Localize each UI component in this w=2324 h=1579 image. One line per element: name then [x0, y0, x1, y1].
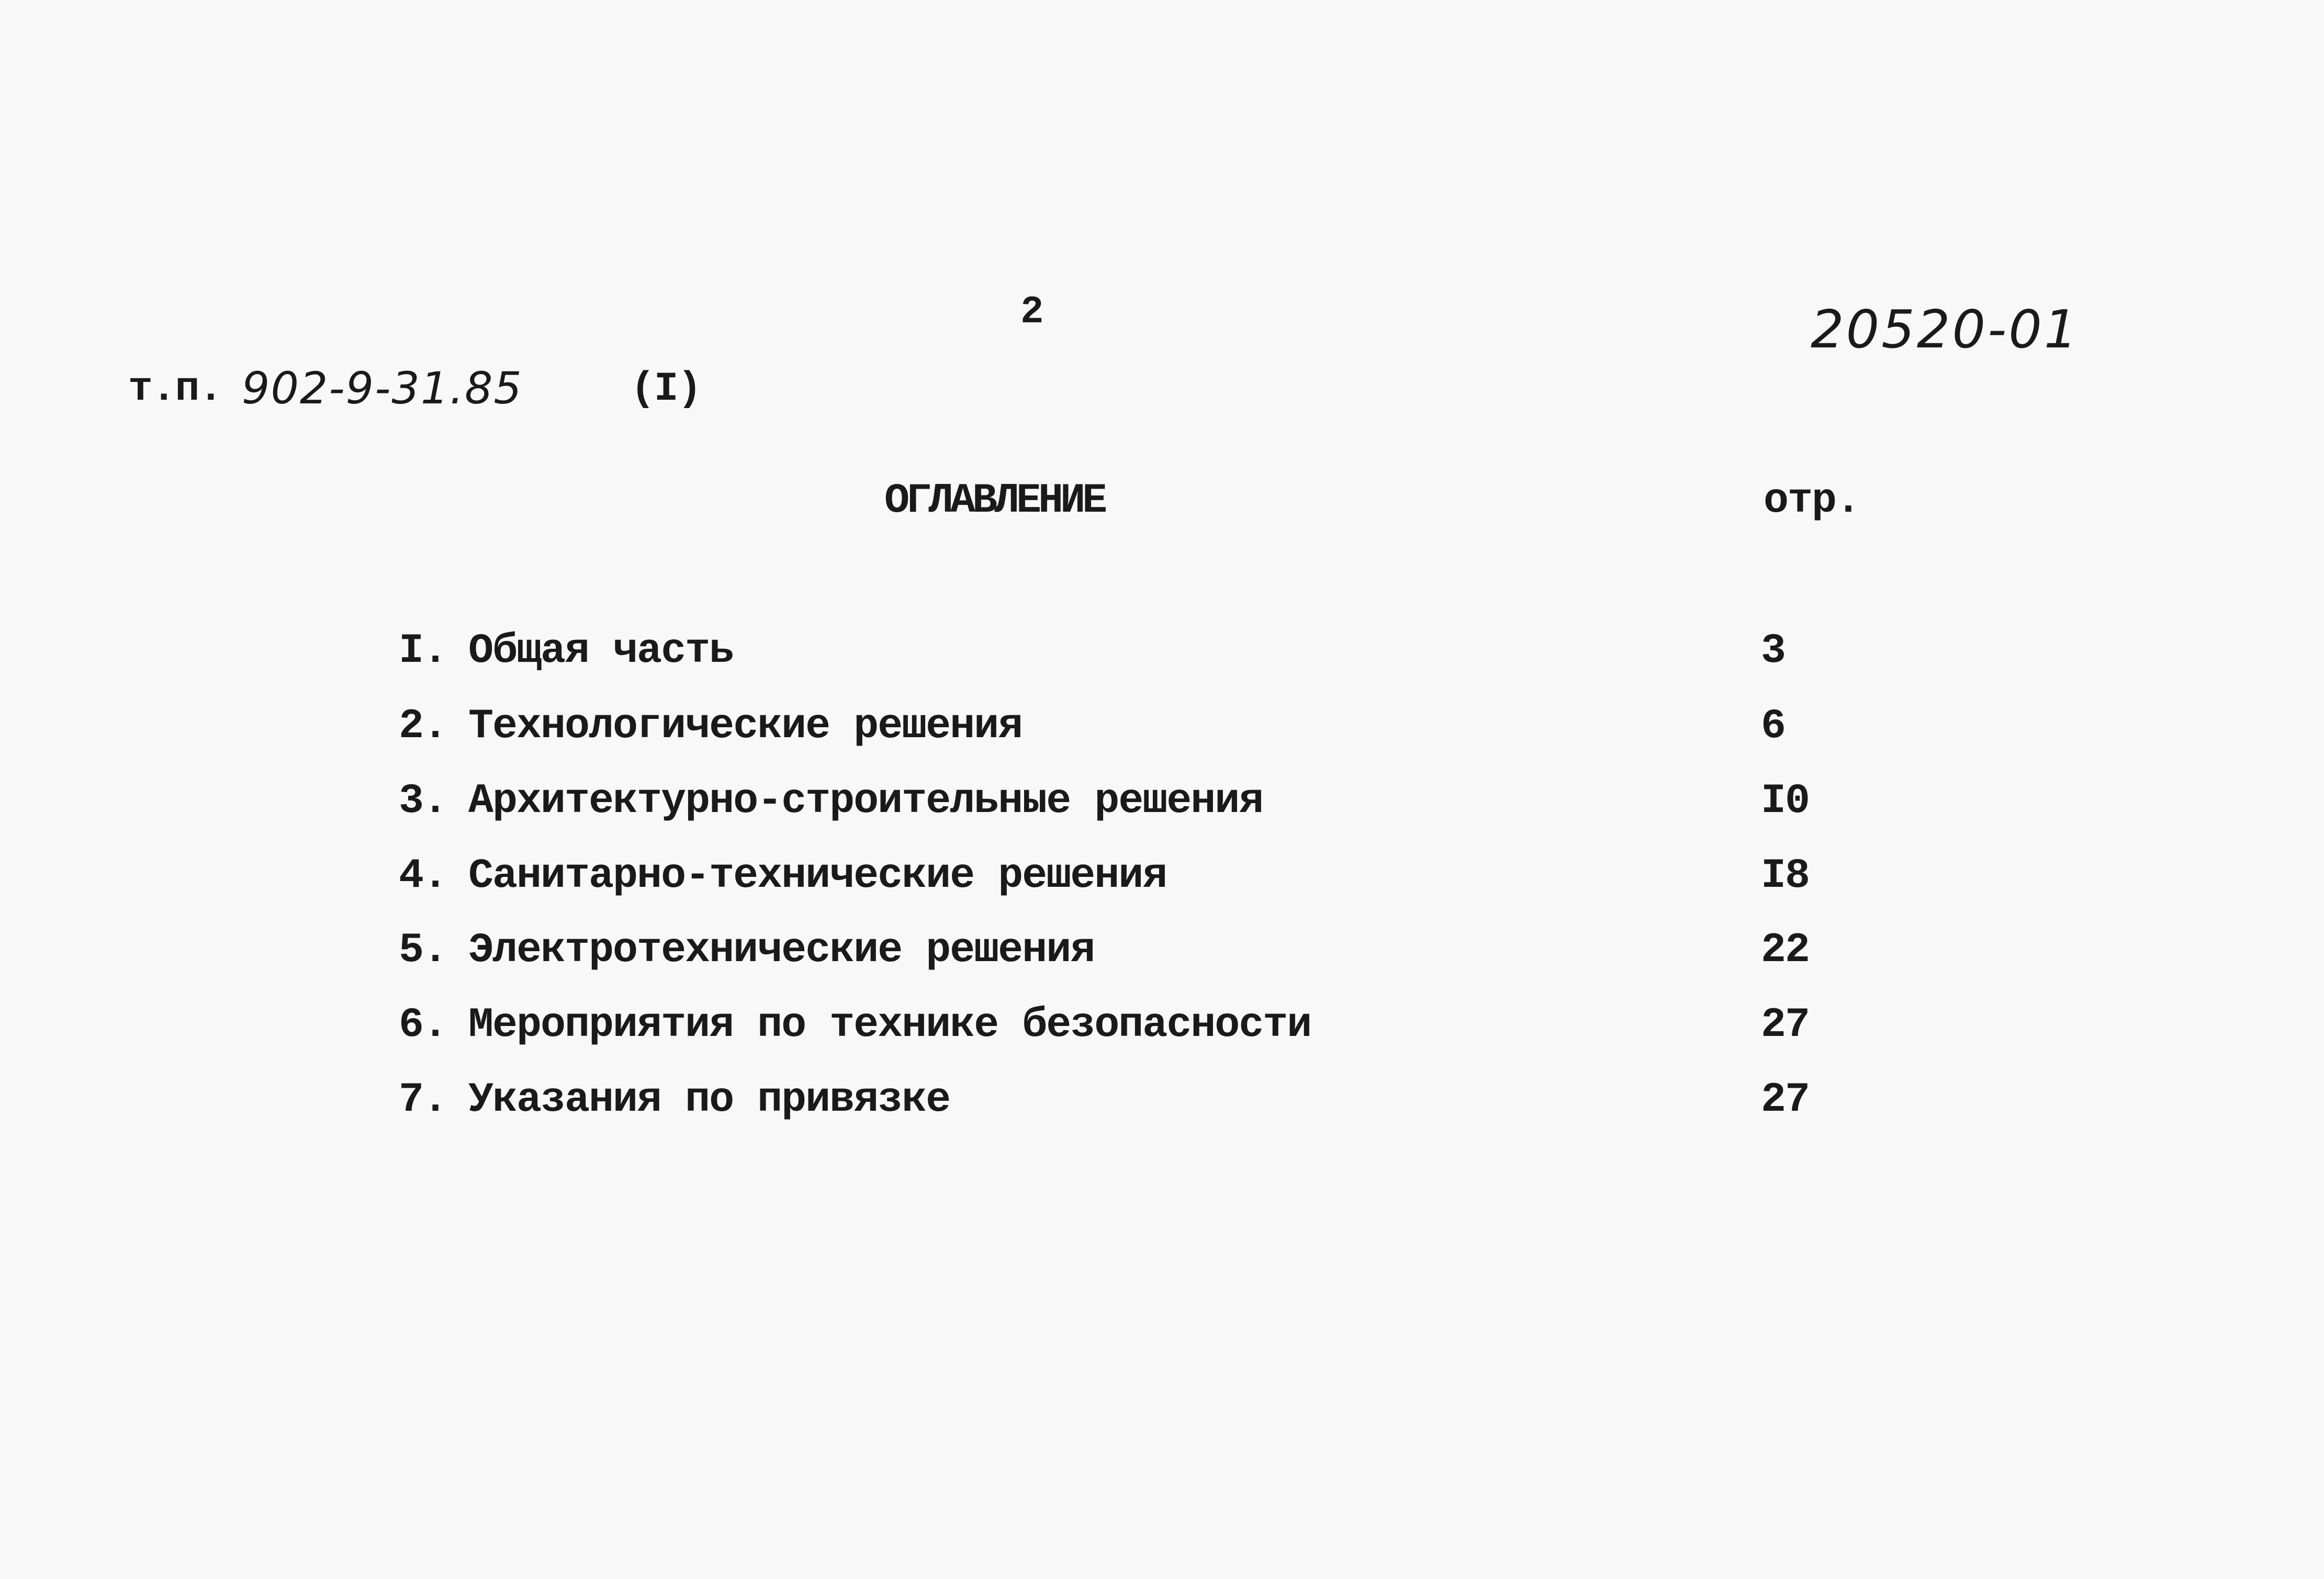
toc-item-number: 6. [399, 1001, 447, 1049]
toc-item [0, 927, 2324, 982]
toc-item-number: I. [399, 627, 447, 675]
page-number: 2 [1020, 290, 1043, 334]
designation-part: (I) [631, 366, 701, 412]
designation-number: 902-9-31.85 [242, 363, 523, 414]
toc-item-page: I8 [1761, 852, 1810, 900]
toc-item-title: Электротехнические решения [468, 927, 1095, 974]
toc-item-title: Указания по привязке [468, 1076, 950, 1124]
toc-item-title: Архитектурно-строительные решения [468, 777, 1263, 825]
toc-item-title: Общая часть [468, 627, 734, 675]
toc-item-page: 27 [1761, 1001, 1810, 1049]
designation-prefix: т.п. [128, 366, 222, 412]
toc-page-column-header: отр. [1764, 477, 1860, 525]
toc-item-title: Мероприятия по технике безопасности [468, 1001, 1311, 1049]
toc-item [0, 852, 2324, 908]
toc-item-number: 5. [399, 927, 447, 974]
toc-item [0, 703, 2324, 758]
toc-item [0, 1001, 2324, 1057]
toc-item-number: 7. [399, 1076, 447, 1124]
toc-title: ОГЛАВЛЕНИЕ [884, 477, 1105, 525]
toc-item-page: I0 [1761, 777, 1810, 825]
toc-item-number: 4. [399, 852, 447, 900]
toc-item [0, 777, 2324, 833]
toc-item-title: Санитарно-технические решения [468, 852, 1167, 900]
toc-item-page: 27 [1761, 1076, 1810, 1124]
toc-item [0, 1076, 2324, 1132]
toc-item-page: 3 [1761, 627, 1786, 675]
toc-item [0, 627, 2324, 683]
toc-item-page: 22 [1761, 927, 1810, 974]
toc-item-number: 3. [399, 777, 447, 825]
toc-item-title: Технологические решения [468, 703, 1023, 750]
toc-item-number: 2. [399, 703, 447, 750]
toc-item-page: 6 [1761, 703, 1786, 750]
document-code: 20520-01 [1811, 299, 2080, 360]
